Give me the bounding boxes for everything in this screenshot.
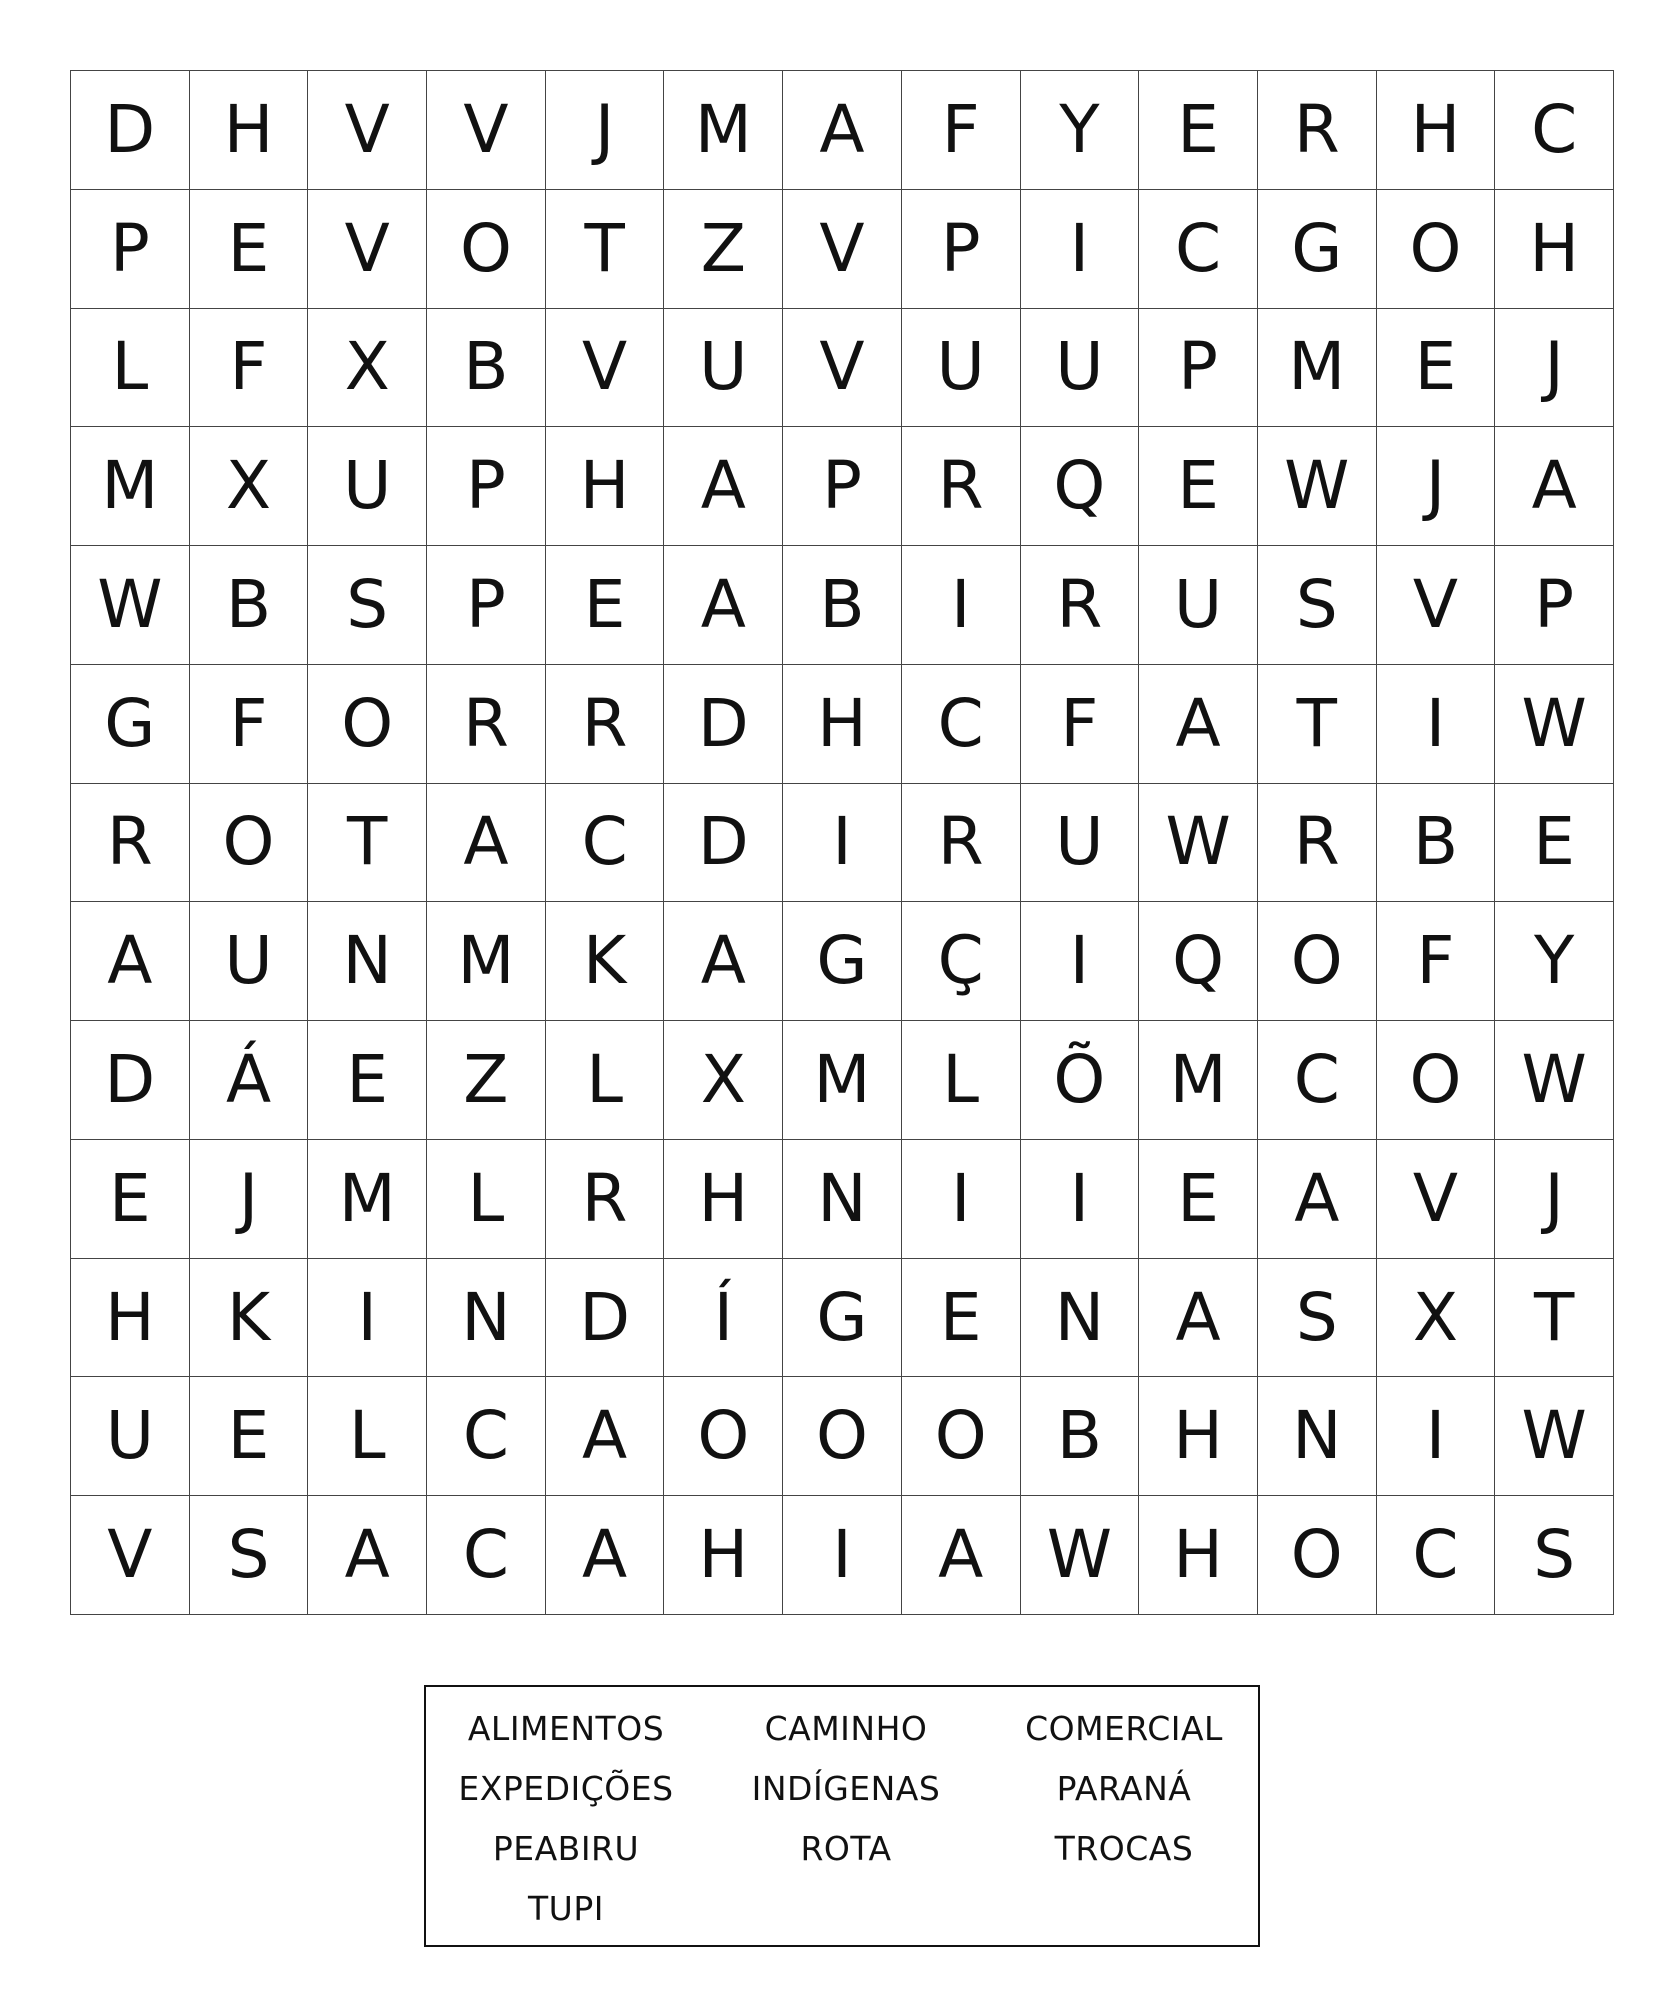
grid-cell[interactable]: E <box>190 190 309 309</box>
grid-cell[interactable]: H <box>664 1496 783 1615</box>
grid-cell[interactable]: P <box>1495 546 1614 665</box>
grid-cell[interactable]: I <box>1021 902 1140 1021</box>
grid-cell[interactable]: D <box>664 665 783 784</box>
grid-cell[interactable]: B <box>1377 784 1496 903</box>
grid-cell[interactable]: Q <box>1021 427 1140 546</box>
grid-cell[interactable]: V <box>427 71 546 190</box>
grid-cell[interactable]: Y <box>1021 71 1140 190</box>
grid-cell[interactable]: A <box>664 902 783 1021</box>
grid-cell[interactable]: H <box>71 1259 190 1378</box>
word-item: TROCAS <box>1054 1829 1194 1868</box>
grid-cell[interactable]: O <box>427 190 546 309</box>
grid-cell[interactable]: T <box>1495 1259 1614 1378</box>
grid-cell[interactable]: E <box>1139 427 1258 546</box>
grid-cell[interactable]: R <box>427 665 546 784</box>
grid-cell[interactable]: J <box>1377 427 1496 546</box>
word-list <box>426 1705 1258 1945</box>
grid-cell[interactable]: W <box>1495 665 1614 784</box>
grid-cell[interactable]: F <box>1377 902 1496 1021</box>
grid-cell[interactable]: R <box>1258 71 1377 190</box>
grid-cell[interactable]: I <box>783 1496 902 1615</box>
grid-cell[interactable]: V <box>1377 1140 1496 1259</box>
grid-cell[interactable]: E <box>1139 71 1258 190</box>
grid-cell[interactable]: C <box>1377 1496 1496 1615</box>
grid-cell[interactable]: O <box>902 1377 1021 1496</box>
grid-cell[interactable]: Z <box>427 1021 546 1140</box>
grid-cell[interactable]: M <box>664 71 783 190</box>
grid-cell[interactable]: F <box>190 665 309 784</box>
grid-cell[interactable]: W <box>1495 1021 1614 1140</box>
grid-cell[interactable]: G <box>1258 190 1377 309</box>
grid-cell[interactable]: E <box>1495 784 1614 903</box>
grid-cell[interactable]: P <box>71 190 190 309</box>
grid-cell[interactable]: W <box>71 546 190 665</box>
grid-cell[interactable]: W <box>1258 427 1377 546</box>
grid-cell[interactable]: M <box>1258 309 1377 428</box>
grid-cell[interactable]: T <box>308 784 427 903</box>
grid-cell[interactable]: F <box>190 309 309 428</box>
grid-cell[interactable]: S <box>308 546 427 665</box>
word-item: PEABIRU <box>492 1829 640 1868</box>
grid-cell[interactable]: M <box>71 427 190 546</box>
grid-cell[interactable]: I <box>1021 190 1140 309</box>
grid-cell[interactable]: C <box>427 1496 546 1615</box>
letter-grid <box>70 70 1614 1615</box>
grid-cell[interactable]: C <box>1139 190 1258 309</box>
grid-cell[interactable]: O <box>664 1377 783 1496</box>
grid-cell[interactable]: E <box>71 1140 190 1259</box>
grid-cell[interactable]: D <box>71 1021 190 1140</box>
grid-cell[interactable]: C <box>427 1377 546 1496</box>
grid-cell[interactable]: A <box>902 1496 1021 1615</box>
word-item: ROTA <box>800 1829 892 1868</box>
grid-cell[interactable]: A <box>546 1496 665 1615</box>
grid-cell[interactable]: Ç <box>902 902 1021 1021</box>
grid-cell[interactable]: H <box>1495 190 1614 309</box>
grid-cell[interactable]: D <box>71 71 190 190</box>
grid-cell[interactable]: T <box>546 190 665 309</box>
grid-cell[interactable]: F <box>1021 665 1140 784</box>
grid-cell[interactable]: K <box>546 902 665 1021</box>
grid-cell[interactable]: S <box>1495 1496 1614 1615</box>
grid-cell[interactable]: A <box>427 784 546 903</box>
grid-cell[interactable]: Z <box>664 190 783 309</box>
grid-cell[interactable]: A <box>1495 427 1614 546</box>
grid-cell[interactable]: B <box>190 546 309 665</box>
grid-cell[interactable]: O <box>1258 1496 1377 1615</box>
grid-cell[interactable]: A <box>1258 1140 1377 1259</box>
grid-cell[interactable]: V <box>71 1496 190 1615</box>
grid-cell[interactable]: O <box>1377 1021 1496 1140</box>
grid-cell[interactable]: R <box>902 427 1021 546</box>
grid-cell[interactable]: U <box>664 309 783 428</box>
word-item: PARANÁ <box>1056 1769 1192 1808</box>
grid-cell[interactable]: M <box>308 1140 427 1259</box>
grid-cell[interactable]: E <box>902 1259 1021 1378</box>
grid-cell[interactable]: A <box>664 427 783 546</box>
grid-cell[interactable]: A <box>1139 665 1258 784</box>
grid-cell[interactable]: R <box>71 784 190 903</box>
grid-cell[interactable]: A <box>308 1496 427 1615</box>
grid-cell[interactable]: X <box>308 309 427 428</box>
grid-cell[interactable]: D <box>546 1259 665 1378</box>
grid-cell[interactable]: H <box>783 665 902 784</box>
grid-cell[interactable]: N <box>1258 1377 1377 1496</box>
grid-cell[interactable]: E <box>1139 1140 1258 1259</box>
grid-cell[interactable]: P <box>902 190 1021 309</box>
grid-cell[interactable]: G <box>783 1259 902 1378</box>
grid-cell[interactable]: M <box>783 1021 902 1140</box>
grid-cell[interactable]: R <box>902 784 1021 903</box>
grid-cell[interactable]: O <box>190 784 309 903</box>
grid-cell[interactable]: I <box>1021 1140 1140 1259</box>
grid-cell[interactable]: V <box>1377 546 1496 665</box>
grid-cell[interactable]: U <box>1021 784 1140 903</box>
grid-cell[interactable]: E <box>308 1021 427 1140</box>
grid-cell[interactable]: S <box>1258 546 1377 665</box>
grid-cell[interactable]: P <box>427 427 546 546</box>
grid-cell[interactable]: I <box>783 784 902 903</box>
grid-cell[interactable]: W <box>1139 784 1258 903</box>
grid-cell[interactable]: X <box>664 1021 783 1140</box>
grid-cell[interactable]: M <box>1139 1021 1258 1140</box>
grid-cell[interactable]: Í <box>664 1259 783 1378</box>
grid-cell[interactable]: I <box>902 546 1021 665</box>
word-item: EXPEDIÇÕES <box>458 1769 674 1808</box>
grid-cell[interactable]: Q <box>1139 902 1258 1021</box>
grid-cell[interactable]: O <box>1258 902 1377 1021</box>
grid-cell[interactable]: L <box>902 1021 1021 1140</box>
grid-cell[interactable]: V <box>783 190 902 309</box>
grid-cell[interactable]: R <box>1021 546 1140 665</box>
grid-cell[interactable]: B <box>427 309 546 428</box>
grid-cell[interactable]: I <box>1377 665 1496 784</box>
grid-cell[interactable]: I <box>1377 1377 1496 1496</box>
grid-cell[interactable]: A <box>664 546 783 665</box>
grid-cell[interactable]: J <box>1495 1140 1614 1259</box>
grid-cell[interactable]: M <box>427 902 546 1021</box>
grid-cell[interactable]: Y <box>1495 902 1614 1021</box>
grid-cell[interactable]: G <box>783 902 902 1021</box>
grid-cell[interactable]: L <box>546 1021 665 1140</box>
grid-cell[interactable]: A <box>1139 1259 1258 1378</box>
grid-cell[interactable]: N <box>783 1140 902 1259</box>
grid-cell[interactable]: R <box>1258 784 1377 903</box>
grid-cell[interactable]: R <box>546 1140 665 1259</box>
grid-cell[interactable]: J <box>1495 309 1614 428</box>
grid-cell[interactable]: U <box>71 1377 190 1496</box>
grid-cell[interactable]: V <box>546 309 665 428</box>
grid-cell[interactable]: U <box>1021 309 1140 428</box>
grid-cell[interactable]: S <box>190 1496 309 1615</box>
grid-cell[interactable]: J <box>546 71 665 190</box>
word-item: ALIMENTOS <box>467 1709 665 1748</box>
grid-cell[interactable]: F <box>902 71 1021 190</box>
word-item: INDÍGENAS <box>751 1769 941 1808</box>
grid-cell[interactable]: W <box>1495 1377 1614 1496</box>
grid-cell[interactable]: W <box>1021 1496 1140 1615</box>
word-item: CAMINHO <box>764 1709 928 1748</box>
grid-cell[interactable]: L <box>308 1377 427 1496</box>
grid-cell[interactable]: B <box>783 546 902 665</box>
grid-cell[interactable]: N <box>308 902 427 1021</box>
grid-cell[interactable]: L <box>71 309 190 428</box>
grid-cell[interactable]: I <box>308 1259 427 1378</box>
grid-cell[interactable]: H <box>1139 1377 1258 1496</box>
grid-cell[interactable]: I <box>902 1140 1021 1259</box>
grid-cell[interactable]: D <box>664 784 783 903</box>
grid-cell[interactable]: K <box>190 1259 309 1378</box>
grid-cell[interactable]: C <box>546 784 665 903</box>
grid-cell[interactable]: P <box>783 427 902 546</box>
grid-cell[interactable]: G <box>71 665 190 784</box>
grid-cell[interactable]: E <box>546 546 665 665</box>
grid-cell[interactable]: U <box>902 309 1021 428</box>
grid-cell[interactable]: X <box>1377 1259 1496 1378</box>
grid-cell[interactable]: C <box>1495 71 1614 190</box>
grid-cell[interactable]: U <box>1139 546 1258 665</box>
grid-cell[interactable]: E <box>190 1377 309 1496</box>
grid-cell[interactable]: O <box>783 1377 902 1496</box>
word-list-box <box>424 1685 1260 1947</box>
word-item: TUPI <box>528 1889 604 1928</box>
grid-cell[interactable]: H <box>190 71 309 190</box>
grid-cell[interactable]: H <box>546 427 665 546</box>
grid-cell[interactable]: A <box>546 1377 665 1496</box>
grid-cell[interactable]: S <box>1258 1259 1377 1378</box>
grid-cell[interactable]: T <box>1258 665 1377 784</box>
grid-cell[interactable]: P <box>427 546 546 665</box>
grid-cell[interactable]: Á <box>190 1021 309 1140</box>
grid-cell[interactable]: J <box>190 1140 309 1259</box>
grid-cell[interactable]: C <box>1258 1021 1377 1140</box>
grid-cell[interactable]: L <box>427 1140 546 1259</box>
grid-cell[interactable]: H <box>1377 71 1496 190</box>
grid-cell[interactable]: P <box>1139 309 1258 428</box>
grid-cell[interactable]: B <box>1021 1377 1140 1496</box>
grid-cell[interactable]: O <box>1377 190 1496 309</box>
grid-cell[interactable]: A <box>783 71 902 190</box>
grid-cell[interactable]: H <box>664 1140 783 1259</box>
grid-cell[interactable]: N <box>427 1259 546 1378</box>
grid-cell[interactable]: H <box>1139 1496 1258 1615</box>
grid-cell[interactable]: O <box>308 665 427 784</box>
grid-cell[interactable]: Õ <box>1021 1021 1140 1140</box>
grid-cell[interactable]: V <box>783 309 902 428</box>
grid-cell[interactable]: A <box>71 902 190 1021</box>
grid-cell[interactable]: V <box>308 71 427 190</box>
grid-cell[interactable]: C <box>902 665 1021 784</box>
grid-cell[interactable]: U <box>308 427 427 546</box>
grid-cell[interactable]: N <box>1021 1259 1140 1378</box>
grid-cell[interactable]: R <box>546 665 665 784</box>
grid-cell[interactable]: U <box>190 902 309 1021</box>
grid-cell[interactable]: V <box>308 190 427 309</box>
word-item: COMERCIAL <box>1025 1709 1223 1748</box>
grid-cell[interactable]: X <box>190 427 309 546</box>
grid-cell[interactable]: E <box>1377 309 1496 428</box>
